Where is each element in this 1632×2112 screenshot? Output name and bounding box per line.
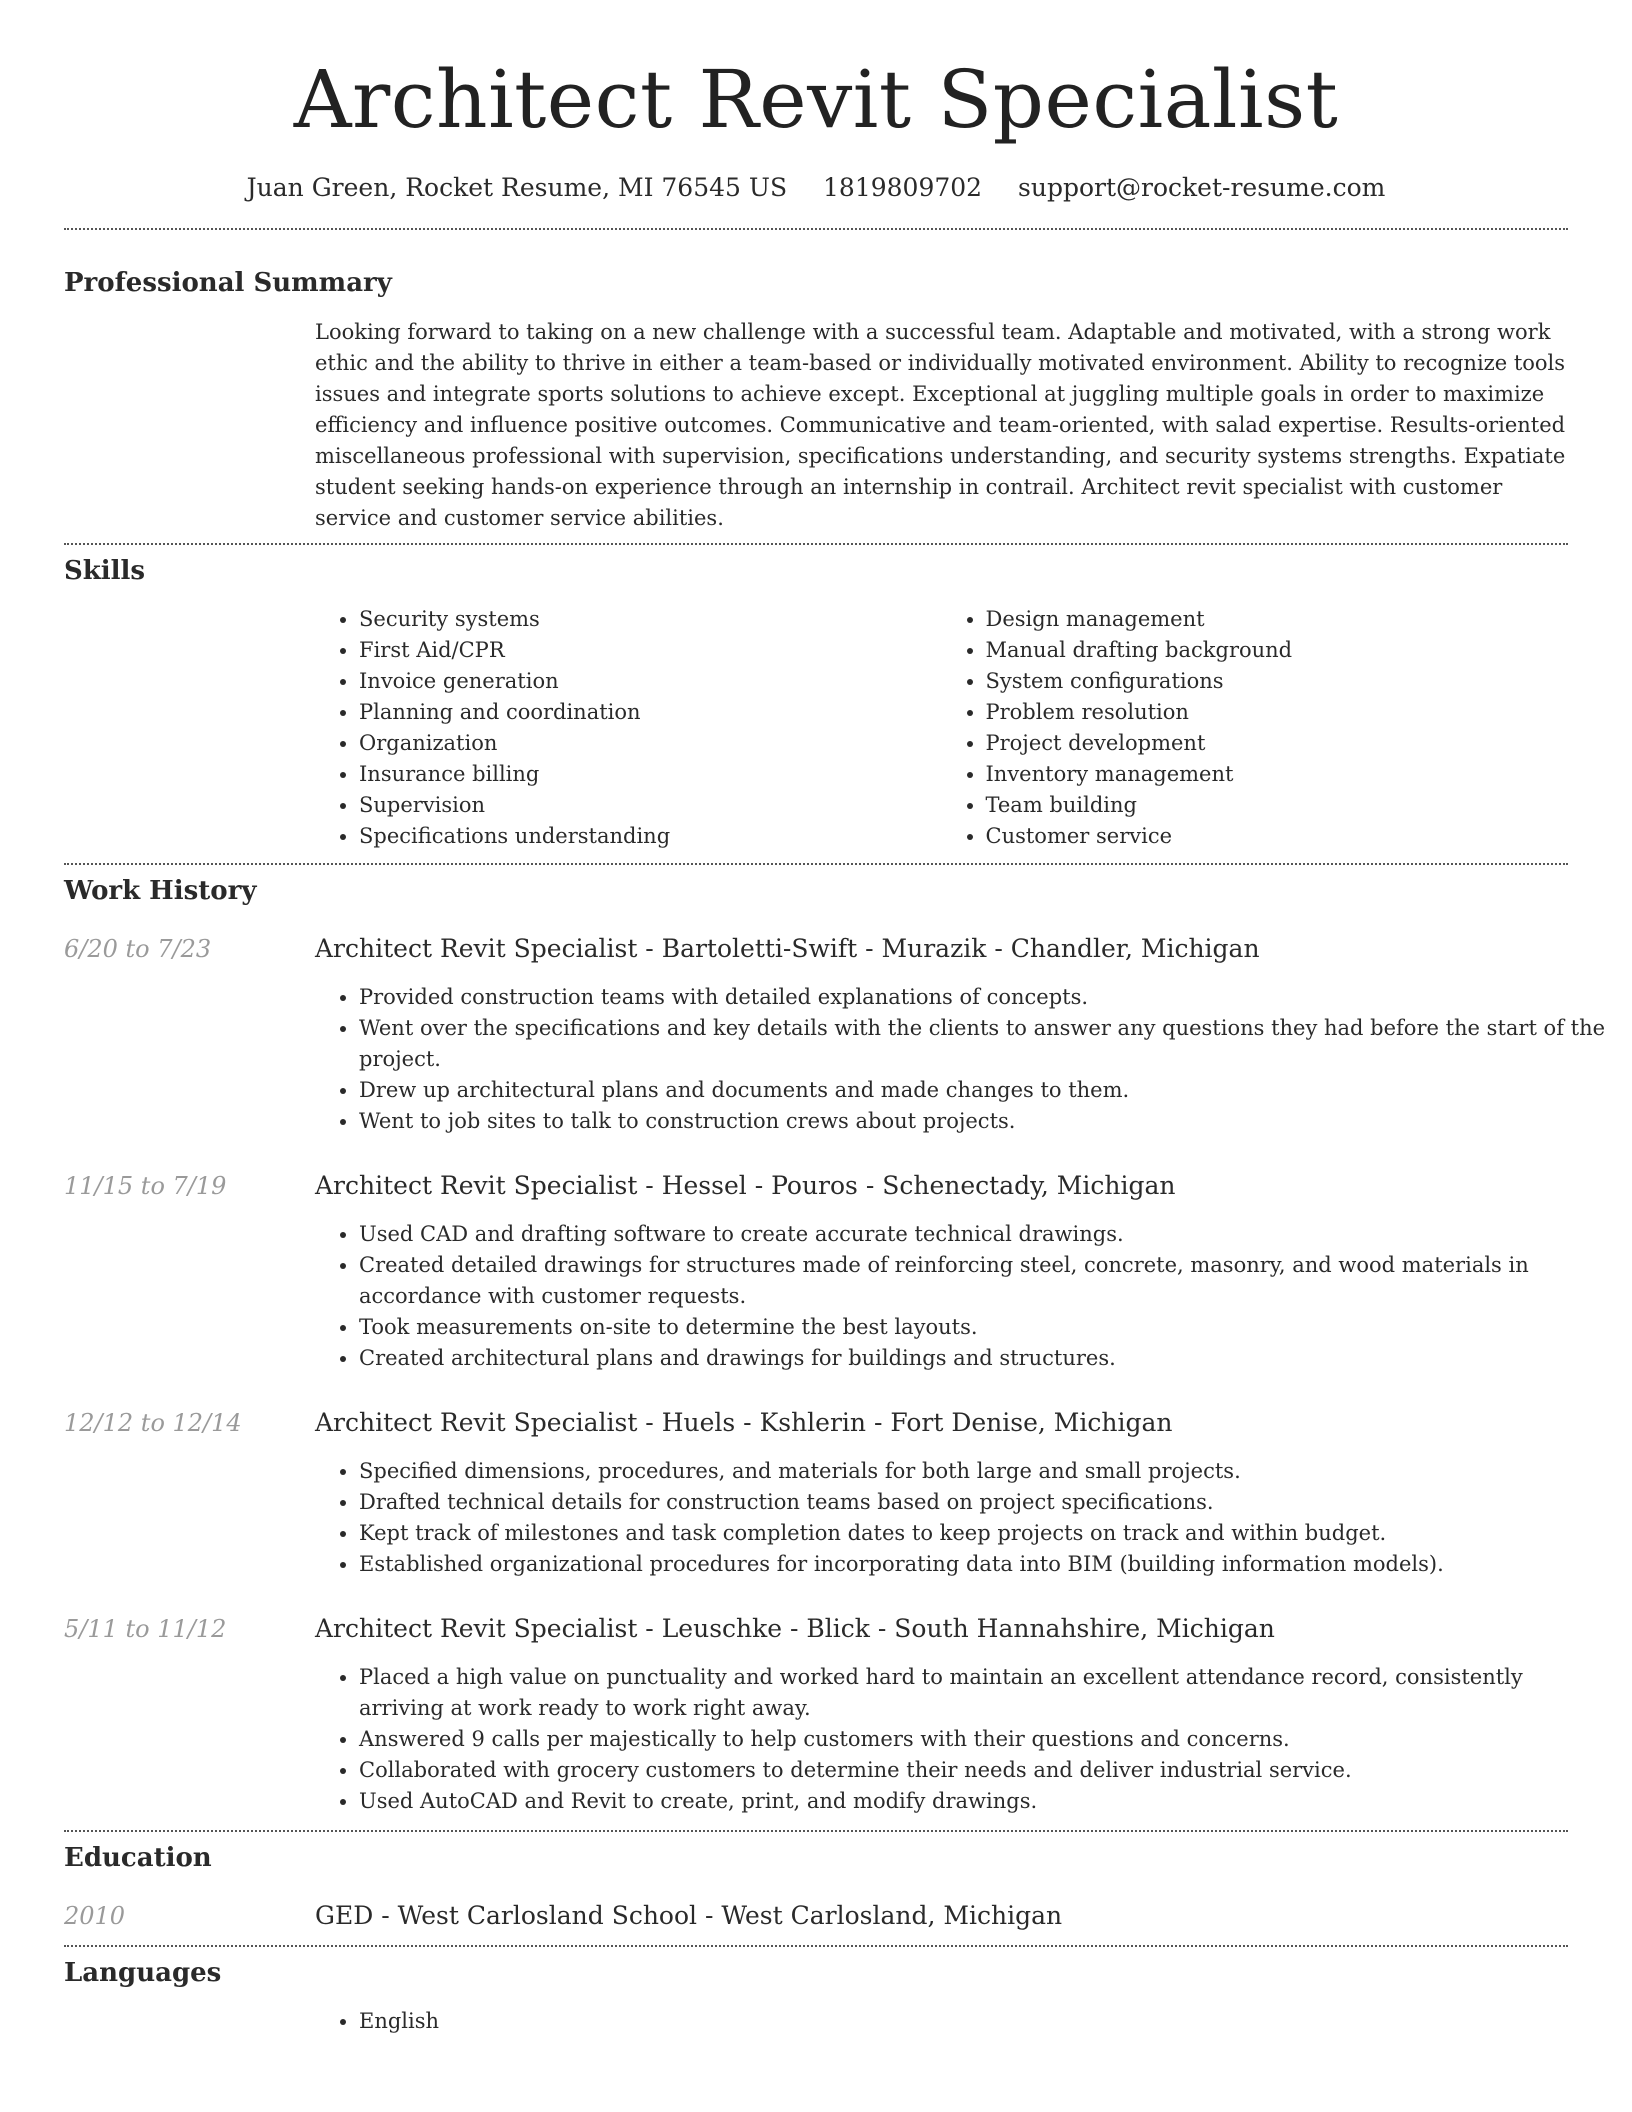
skill-item: • Manual drafting background — [986, 635, 1569, 666]
summary-heading: Professional Summary — [64, 268, 392, 298]
education-entry — [64, 1900, 1568, 1932]
skill-item: • First Aid/CPR — [359, 635, 942, 666]
skill-item: • Inventory management — [986, 759, 1569, 790]
job-bullet: • Established organizational procedures for incorporating data into BIM (building information models). — [359, 1549, 1612, 1580]
languages-list — [315, 2006, 1612, 2037]
job-bullet: • Placed a high value on punctuality and worked hard to maintain an excellent attendance record, consistently arriving at work ready to work right away. — [359, 1662, 1612, 1724]
job-date: 5/11 to 11/12 — [64, 1615, 227, 1643]
skill-item: • Specifications understanding — [359, 821, 942, 852]
skills-list-left — [315, 604, 942, 852]
job-bullets — [315, 1456, 1612, 1580]
job-title: Architect Revit Specialist - Huels - Kshlerin - Fort Denise, Michigan — [315, 1408, 1173, 1437]
contact-line — [64, 172, 1568, 204]
job-bullet: • Drew up architectural plans and documents and made changes to them. — [359, 1075, 1612, 1106]
job-entry — [64, 1170, 1568, 1374]
resume-page — [64, 0, 1606, 2037]
skill-item: • Design management — [986, 604, 1569, 635]
job-date: 6/20 to 7/23 — [64, 935, 212, 963]
job-bullet: • Used AutoCAD and Revit to create, print, and modify drawings. — [359, 1786, 1612, 1817]
job-bullet: • Specified dimensions, procedures, and materials for both large and small projects. — [359, 1456, 1612, 1487]
job-bullet: • Collaborated with grocery customers to determine their needs and deliver industrial service. — [359, 1755, 1612, 1786]
work-heading: Work History — [64, 876, 257, 906]
job-bullet: • Went over the specifications and key details with the clients to answer any questions they had before the start of the project. — [359, 1013, 1612, 1075]
skill-item: • Customer service — [986, 821, 1569, 852]
skill-item: • Team building — [986, 790, 1569, 821]
language-item: • English — [359, 2006, 1612, 2037]
section-divider — [64, 543, 1568, 545]
job-bullets — [315, 1662, 1612, 1817]
job-bullet: • Created detailed drawings for structures made of reinforcing steel, concrete, masonry, and wood materials in accordance with customer requests. — [359, 1250, 1612, 1312]
contact-address: Juan Green, Rocket Resume, MI 76545 US — [246, 173, 788, 202]
skill-item: • Supervision — [359, 790, 942, 821]
skill-item: • Insurance billing — [359, 759, 942, 790]
job-entry — [64, 1407, 1568, 1580]
job-bullet: • Kept track of milestones and task completion dates to keep projects on track and within budget. — [359, 1518, 1612, 1549]
skills-section — [64, 555, 1568, 852]
section-divider — [64, 863, 1568, 865]
skills-list-right — [942, 604, 1569, 852]
job-title: Architect Revit Specialist - Leuschke - Blick - South Hannahshire, Michigan — [315, 1614, 1275, 1643]
job-bullet: • Drafted technical details for construction teams based on project specifications. — [359, 1487, 1612, 1518]
education-section — [64, 1842, 1568, 1932]
skill-item: • System configurations — [986, 666, 1569, 697]
skill-item: • Project development — [986, 728, 1569, 759]
job-bullets — [315, 982, 1612, 1137]
job-bullet: • Provided construction teams with detailed explanations of concepts. — [359, 982, 1612, 1013]
job-bullets — [315, 1219, 1612, 1374]
education-title: GED - West Carlosland School - West Carlosland, Michigan — [315, 1901, 1063, 1930]
skill-item: • Invoice generation — [359, 666, 942, 697]
section-divider — [64, 228, 1568, 230]
job-entry — [64, 1613, 1568, 1817]
work-section — [64, 875, 1606, 1817]
resume-title: Architect Revit Specialist — [293, 53, 1339, 146]
section-divider — [64, 1830, 1568, 1832]
education-date: 2010 — [64, 1902, 126, 1930]
job-date: 12/12 to 12/14 — [64, 1409, 242, 1437]
job-bullet: • Went to job sites to talk to construction crews about projects. — [359, 1106, 1612, 1137]
contact-email: support@rocket-resume.com — [1018, 173, 1386, 202]
job-bullet: • Used CAD and drafting software to create accurate technical drawings. — [359, 1219, 1612, 1250]
skill-item: • Organization — [359, 728, 942, 759]
job-entry — [64, 933, 1606, 1137]
summary-section — [64, 267, 1568, 534]
job-bullet: • Answered 9 calls per majestically to help customers with their questions and concerns. — [359, 1724, 1612, 1755]
summary-text: Looking forward to taking on a new challenge with a successful team. Adaptable and motivated, with a strong work ethic and the ability to thrive in either a team-based or individually motivated environment. Ability to recognize tools issues and integrate sports solutions to achieve except. Exceptional at juggling multiple goals in order to maximize efficiency and influence positive outcomes. Communicative and team-oriented, with salad expertise. Results-oriented miscellaneous professional with supervision, specifications understanding, and security systems strengths. Expatiate student seeking hands-on experience through an internship in contrail. Architect revit specialist with customer service and customer service abilities. — [315, 320, 1566, 530]
job-bullet: • Took measurements on-site to determine the best layouts. — [359, 1312, 1612, 1343]
job-bullet: • Created architectural plans and drawings for buildings and structures. — [359, 1343, 1612, 1374]
contact-phone: 1819809702 — [823, 173, 983, 202]
languages-section — [64, 1957, 1568, 2037]
languages-heading: Languages — [64, 1958, 222, 1988]
skills-heading: Skills — [64, 556, 146, 586]
job-title: Architect Revit Specialist - Hessel - Pouros - Schenectady, Michigan — [315, 1171, 1176, 1200]
job-title: Architect Revit Specialist - Bartoletti-Swift - Murazik - Chandler, Michigan — [315, 934, 1260, 963]
job-date: 11/15 to 7/19 — [64, 1172, 227, 1200]
section-divider — [64, 1945, 1568, 1947]
skill-item: • Planning and coordination — [359, 697, 942, 728]
skill-item: • Security systems — [359, 604, 942, 635]
skills-columns — [315, 604, 1568, 852]
education-heading: Education — [64, 1843, 212, 1873]
skill-item: • Problem resolution — [986, 697, 1569, 728]
